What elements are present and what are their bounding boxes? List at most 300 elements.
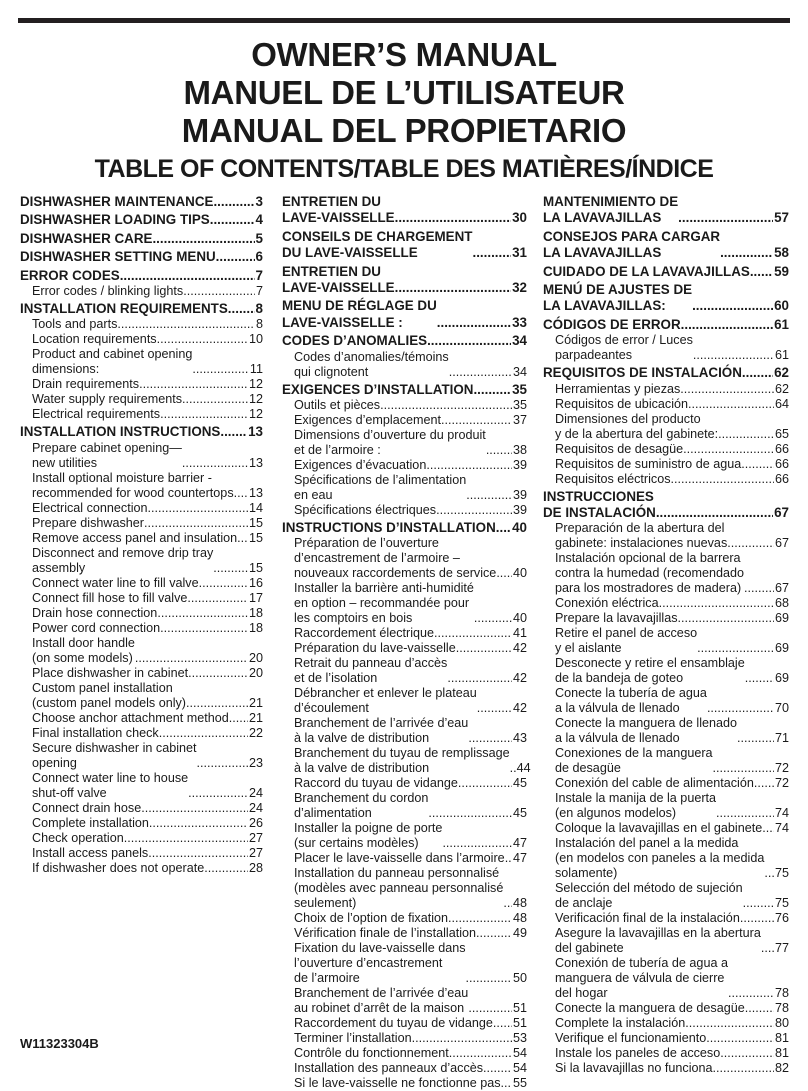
toc-page-number: 26: [248, 815, 263, 830]
toc-dot-leader: [210, 212, 255, 228]
toc-page-number: 69: [774, 641, 789, 656]
toc-section-entry[interactable]: [20, 301, 263, 317]
toc-entry-label: Selección del método de sujeción de anclaje: [555, 881, 743, 911]
toc-subsection-entry[interactable]: [20, 471, 263, 501]
toc-page-number: 61: [774, 316, 789, 332]
toc-subsection-entry[interactable]: [543, 656, 789, 686]
toc-entry-label: INSTALLATION REQUIREMENTS: [20, 301, 228, 317]
toc-page-number: 10: [248, 332, 263, 347]
toc-subsection-entry[interactable]: [20, 666, 263, 681]
toc-subsection-entry[interactable]: [20, 606, 263, 621]
toc-entry-label: Electrical requirements: [32, 407, 161, 422]
toc-subsection-entry[interactable]: [543, 1016, 789, 1031]
toc-subsection-entry[interactable]: [282, 641, 527, 656]
toc-subsection-entry[interactable]: [543, 626, 789, 656]
top-rule: [18, 18, 790, 23]
toc-subsection-entry[interactable]: [543, 333, 789, 363]
toc-page-number: 45: [512, 806, 527, 821]
toc-dot-leader: [692, 298, 773, 314]
toc-entry-label: MANTENIMIENTO DE LA LAVAVAJILLAS: [543, 194, 679, 226]
toc-subsection-entry[interactable]: [282, 926, 527, 941]
toc-subsection-entry[interactable]: [282, 428, 527, 458]
toc-dot-leader: [713, 761, 774, 776]
toc-dot-leader: [505, 851, 512, 866]
toc-subsection-entry[interactable]: [543, 821, 789, 836]
toc-subsection-entry[interactable]: [543, 442, 789, 457]
toc-subsection-entry[interactable]: [20, 317, 263, 332]
toc-subsection-entry[interactable]: [543, 776, 789, 791]
toc-page-number: 20: [248, 665, 263, 680]
toc-subsection-entry[interactable]: [20, 501, 263, 516]
toc-dot-leader: [188, 786, 248, 801]
toc-page-number: 72: [774, 776, 789, 791]
toc-subsection-entry[interactable]: [20, 636, 263, 666]
toc-subsection-entry[interactable]: [20, 284, 263, 299]
toc-dot-leader: [659, 596, 774, 611]
toc-subsection-entry[interactable]: [543, 472, 789, 487]
toc-heading: TABLE OF CONTENTS/TABLE DES MATIÈRES/ÍNDICE: [94, 155, 714, 183]
toc-subsection-entry[interactable]: [20, 831, 263, 846]
toc-subsection-entry[interactable]: [20, 531, 263, 546]
toc-dot-leader: [124, 831, 248, 846]
toc-dot-leader: [468, 1001, 512, 1016]
toc-subsection-entry[interactable]: [20, 377, 263, 392]
toc-page-number: 47: [512, 836, 527, 851]
toc-page-number: 40: [512, 520, 527, 536]
toc-subsection-entry[interactable]: [543, 746, 789, 776]
toc-dot-leader: [466, 971, 512, 986]
toc-dot-leader: [426, 458, 512, 473]
toc-subsection-entry[interactable]: [20, 681, 263, 711]
toc-subsection-entry[interactable]: [282, 941, 527, 986]
toc-page-number: 53: [512, 1031, 527, 1046]
toc-subsection-entry[interactable]: [543, 911, 789, 926]
toc-dot-leader: [483, 1061, 512, 1076]
toc-subsection-entry[interactable]: [543, 1046, 789, 1061]
toc-dot-leader: [474, 611, 512, 626]
toc-subsection-entry[interactable]: [282, 503, 527, 518]
toc-subsection-entry[interactable]: [543, 611, 789, 626]
toc-entry-label: Raccordement du tuyau de vidange: [294, 1016, 493, 1031]
toc-entry-label: Verificación final de la instalación: [555, 911, 740, 926]
toc-page-number: 35: [512, 381, 527, 397]
toc-dot-leader: [117, 317, 255, 332]
toc-entry-label: Prepare cabinet opening— new utilities: [32, 440, 182, 470]
toc-entry-label: Installation des panneaux d’accès: [294, 1061, 484, 1076]
toc-section-entry[interactable]: [20, 424, 263, 440]
toc-subsection-entry[interactable]: [543, 551, 789, 596]
toc-dot-leader: [427, 333, 511, 349]
toc-subsection-entry[interactable]: [282, 866, 527, 911]
toc-entry-label: Final installation check: [32, 725, 159, 740]
toc-subsection-entry[interactable]: [543, 926, 789, 956]
toc-subsection-entry[interactable]: [282, 536, 527, 581]
toc-subsection-entry[interactable]: [282, 686, 527, 716]
toc-subsection-entry[interactable]: [20, 516, 263, 531]
toc-dot-leader: [144, 516, 248, 531]
toc-subsection-entry[interactable]: [20, 861, 263, 876]
toc-subsection-entry[interactable]: [282, 1031, 527, 1046]
toc-page-number: 40: [512, 566, 527, 581]
toc-page-number: 7: [255, 284, 263, 299]
toc-page-number: 12: [248, 377, 263, 392]
toc-dot-leader: [120, 268, 255, 284]
toc-subsection-entry[interactable]: [543, 1061, 789, 1076]
toc-page-number: 78: [774, 986, 789, 1001]
toc-subsection-entry[interactable]: [543, 836, 789, 881]
toc-subsection-entry[interactable]: [543, 956, 789, 1001]
toc-entry-label: DISHWASHER MAINTENANCE: [20, 194, 214, 209]
toc-dot-leader: [745, 671, 774, 686]
toc-entry-label: Préparation du lave-vaisselle: [294, 641, 456, 656]
toc-page-number: 12: [248, 407, 263, 422]
toc-dot-leader: [152, 231, 254, 247]
toc-page-number: 24: [248, 785, 263, 800]
manual-titles: [0, 36, 808, 150]
toc-entry-label: Conexiones de la manguera de desagüe: [555, 746, 713, 776]
toc-subsection-entry[interactable]: [20, 441, 263, 471]
toc-subsection-entry[interactable]: [543, 397, 789, 412]
toc-dot-leader: [182, 392, 248, 407]
toc-dot-leader: [681, 317, 773, 333]
toc-entry-label: Conexión eléctrica: [555, 596, 659, 611]
toc-subsection-entry[interactable]: [20, 591, 263, 606]
toc-page-number: 16: [248, 575, 263, 590]
toc-page-number: 24: [248, 800, 263, 815]
toc-subsection-entry[interactable]: [20, 726, 263, 741]
toc-dot-leader: [135, 651, 248, 666]
toc-entry-label: Instale la manija de la puerta (en algunos modelos): [555, 791, 717, 821]
toc-entry-label: MENU DE RÉGLAGE DU LAVE-VAISSELLE :: [282, 298, 437, 330]
toc-page-number: 38: [512, 443, 527, 458]
toc-page-number: 34: [512, 333, 527, 349]
toc-section-entry[interactable]: [282, 333, 527, 349]
toc-dot-leader: [192, 362, 249, 377]
toc-page-number: 13: [248, 485, 263, 500]
toc-entry-label: Custom panel installation (custom panel models only): [32, 680, 186, 710]
toc-page-number: 82: [774, 1061, 789, 1076]
toc-page-number: 51: [512, 1001, 527, 1016]
toc-dot-leader: [493, 1016, 512, 1031]
toc-entry-label: Remove access panel and insulation: [32, 530, 238, 545]
toc-subsection-entry[interactable]: [282, 656, 527, 686]
toc-entry-label: Placer le lave-vaisselle dans l’armoire: [294, 851, 505, 866]
toc-dot-leader: [449, 1046, 512, 1061]
toc-subsection-entry[interactable]: [20, 407, 263, 422]
toc-entry-label: Product and cabinet opening dimensions:: [32, 347, 193, 377]
toc-dot-leader: [182, 456, 248, 471]
toc-entry-label: INSTRUCTIONS D’INSTALLATION: [282, 520, 496, 536]
toc-dot-leader: [496, 566, 512, 581]
toc-dot-leader: [683, 442, 774, 457]
toc-dot-leader: [680, 382, 774, 397]
toc-entry-label: Error codes / blinking lights: [32, 284, 184, 299]
toc-page-number: 78: [774, 1001, 789, 1016]
toc-entry-label: Spécifications électriques: [294, 503, 437, 518]
toc-subsection-entry[interactable]: [20, 846, 263, 861]
toc-subsection-entry[interactable]: [282, 1076, 527, 1091]
toc-section-entry[interactable]: [20, 212, 263, 228]
toc-page-number: 54: [512, 1061, 527, 1076]
toc-subsection-entry[interactable]: [20, 711, 263, 726]
toc-page-number: 12: [248, 392, 263, 407]
toc-entry-label: Installer la barrière anti-humidité en option – recommandée pour les comptoirs en bois: [294, 581, 474, 626]
toc-page-number: 58: [774, 245, 789, 261]
toc-page-number: 30: [512, 210, 527, 226]
toc-entry-label: Installation du panneau personnalisé (modèles avec panneau personnalisé seulement): [294, 866, 504, 911]
toc-dot-leader: [671, 472, 774, 487]
toc-dot-leader: [720, 1046, 774, 1061]
toc-dot-leader: [437, 315, 511, 331]
toc-entry-label: Branchement du cordon d’alimentation: [294, 791, 429, 821]
toc-section-entry[interactable]: [543, 489, 789, 522]
toc-page-number: 48: [512, 911, 527, 926]
toc-page-number: 32: [512, 280, 527, 296]
toc-subsection-entry[interactable]: [282, 911, 527, 926]
toc-page-number: 77: [774, 941, 789, 956]
toc-page-number: 61: [774, 348, 789, 363]
toc-subsection-entry[interactable]: [20, 801, 263, 816]
toc-subsection-entry[interactable]: [282, 791, 527, 821]
toc-page-number: 66: [774, 441, 789, 456]
toc-entry-label: Connect drain hose: [32, 800, 142, 815]
toc-entry-label: Exigences d’emplacement: [294, 413, 442, 428]
toc-entry-label: Electrical connection: [32, 500, 148, 515]
toc-subsection-entry[interactable]: [282, 821, 527, 851]
toc-entry-label: Asegure la lavavajillas en la abertura del gabinete: [555, 926, 761, 956]
toc-subsection-entry[interactable]: [543, 521, 789, 551]
toc-page-number: 41: [512, 626, 527, 641]
toc-dot-leader: [187, 591, 248, 606]
toc-dot-leader: [706, 1031, 774, 1046]
toc-entry-label: Connect water line to fill valve: [32, 575, 199, 590]
toc-subsection-entry[interactable]: [282, 581, 527, 626]
toc-dot-leader: [157, 606, 248, 621]
toc-page-number: 42: [512, 671, 527, 686]
toc-subsection-entry[interactable]: [20, 332, 263, 347]
toc-subsection-entry[interactable]: [543, 457, 789, 472]
toc-page-number: 55: [512, 1076, 527, 1091]
toc-subsection-entry[interactable]: [282, 746, 531, 776]
toc-page-number: 75: [774, 896, 789, 911]
toc-page-number: 4: [255, 212, 263, 228]
toc-entry-label: Verifique el funcionamiento: [555, 1031, 707, 1046]
toc-subsection-entry[interactable]: [543, 1031, 789, 1046]
toc-subsection-entry[interactable]: [543, 686, 789, 716]
toc-page-number: 11: [249, 362, 263, 377]
toc-subsection-entry[interactable]: [20, 546, 263, 576]
toc-subsection-entry[interactable]: [543, 716, 789, 746]
toc-entry-label: Secure dishwasher in cabinet opening: [32, 740, 197, 770]
toc-subsection-entry[interactable]: [282, 626, 527, 641]
toc-subsection-entry[interactable]: [543, 596, 789, 611]
toc-subsection-entry[interactable]: [282, 458, 527, 473]
toc-column-french: [282, 192, 531, 1091]
toc-entry-label: CONSEJOS PARA CARGAR LA LAVAVAJILLAS: [543, 228, 721, 261]
toc-dot-leader: [436, 503, 512, 518]
toc-page-number: 20: [248, 650, 263, 665]
toc-page-number: 44: [516, 761, 531, 776]
toc-entry-label: Raccord du tuyau de vidange: [294, 776, 458, 791]
toc-section-entry[interactable]: [543, 264, 789, 280]
toc-subsection-entry[interactable]: [20, 741, 263, 771]
toc-entry-label: CUIDADO DE LA LAVAVAJILLAS: [543, 263, 750, 279]
toc-subsection-entry[interactable]: [543, 881, 789, 911]
toc-dot-leader: [716, 806, 774, 821]
toc-subsection-entry[interactable]: [282, 1016, 527, 1031]
toc-dot-leader: [442, 836, 512, 851]
toc-section-entry[interactable]: [282, 298, 527, 331]
toc-page-number: 27: [248, 845, 263, 860]
toc-dot-leader: [761, 941, 774, 956]
toc-entry-label: Connect water line to house shut-off valve: [32, 770, 189, 800]
toc-dot-leader: [688, 397, 774, 412]
toc-page-number: 39: [512, 488, 527, 503]
toc-entry-label: ERROR CODES: [20, 267, 120, 283]
toc-subsection-entry[interactable]: [543, 382, 789, 397]
toc-dot-leader: [216, 249, 255, 265]
toc-entry-label: EXIGENCES D’INSTALLATION: [282, 381, 474, 397]
toc-dot-leader: [213, 561, 248, 576]
toc-entry-label: Códigos de error / Luces parpadeantes: [555, 333, 693, 363]
part-number: W11323304B: [20, 1036, 99, 1051]
toc-dot-leader: [741, 457, 774, 472]
toc-page-number: 13: [248, 424, 263, 440]
toc-entry-label: Raccordement électrique: [294, 626, 435, 641]
toc-subsection-entry[interactable]: [543, 791, 789, 821]
toc-section-entry[interactable]: [20, 231, 263, 247]
toc-dot-leader: [160, 621, 248, 636]
toc-section-entry[interactable]: [20, 194, 263, 210]
toc-subsection-entry[interactable]: [282, 1046, 527, 1061]
toc-dot-leader: [220, 424, 247, 440]
toc-entry-label: Requisitos de desagüe: [555, 441, 684, 456]
toc-dot-leader: [447, 671, 512, 686]
toc-subsection-entry[interactable]: [543, 1001, 789, 1016]
toc-page-number: 39: [512, 503, 527, 518]
toc-subsection-entry[interactable]: [282, 1061, 527, 1076]
toc-page-number: 62: [774, 365, 789, 381]
toc-page-number: 60: [774, 298, 789, 314]
toc-dot-leader: [754, 776, 774, 791]
toc-subsection-entry[interactable]: [282, 413, 527, 428]
toc-entry-label: Contrôle du fonctionnement: [294, 1046, 449, 1061]
toc-section-entry[interactable]: [282, 382, 527, 398]
toc-page-number: 47: [512, 851, 527, 866]
toc-page-number: 68: [774, 596, 789, 611]
toc-dot-leader: [186, 696, 248, 711]
toc-subsection-entry[interactable]: [282, 986, 527, 1016]
toc-entry-label: Conexión de tubería de agua a manguera de válvula de cierre del hogar: [555, 956, 728, 1001]
toc-subsection-entry[interactable]: [20, 392, 263, 407]
toc-section-entry[interactable]: [282, 264, 527, 297]
toc-subsection-entry[interactable]: [20, 771, 263, 801]
toc-dot-leader: [199, 576, 248, 591]
toc-page-number: 71: [774, 731, 789, 746]
toc-page-number: 5: [255, 230, 263, 246]
toc-subsection-entry[interactable]: [20, 816, 263, 831]
toc-section-entry[interactable]: [282, 229, 527, 262]
toc-page-number: 75: [774, 866, 789, 881]
toc-section-entry[interactable]: [282, 194, 527, 227]
toc-subsection-entry[interactable]: [282, 473, 527, 503]
toc-entry-label: INSTALLATION INSTRUCTIONS: [20, 424, 221, 440]
toc-page-number: 50: [512, 971, 527, 986]
toc-page-number: 18: [248, 620, 263, 635]
toc-dot-leader: [737, 731, 774, 746]
toc-dot-leader: [678, 210, 773, 226]
toc-entry-label: Install optional moisture barrier - recommended for wood countertops: [32, 470, 234, 500]
toc-dot-leader: [720, 245, 773, 261]
toc-section-entry[interactable]: [20, 249, 263, 265]
toc-entry-label: Power cord connection: [32, 620, 161, 635]
toc-entry-label: Drain hose connection: [32, 605, 158, 620]
toc-dot-leader: [412, 1031, 512, 1046]
toc-dot-leader: [744, 581, 774, 596]
toc-subsection-entry[interactable]: [282, 851, 527, 866]
toc-dot-leader: [503, 896, 512, 911]
toc-page-number: 15: [248, 530, 263, 545]
toc-dot-leader: [685, 1016, 774, 1031]
toc-entry-label: MENÚ DE AJUSTES DE LA LAVAVAJILLAS:: [543, 282, 693, 314]
toc-page-number: 67: [774, 505, 789, 521]
toc-entry-label: Requisitos de suministro de agua: [555, 456, 742, 471]
toc-page-number: 49: [512, 926, 527, 941]
toc-section-entry[interactable]: [543, 194, 789, 227]
toc-dot-leader: [160, 407, 248, 422]
toc-dot-leader: [148, 501, 248, 516]
toc-entry-label: REQUISITOS DE INSTALACIÓN: [543, 365, 742, 381]
toc-entry-label: CÓDIGOS DE ERROR: [543, 316, 681, 332]
toc-page-number: 15: [248, 560, 263, 575]
toc-page-number: 39: [512, 458, 527, 473]
toc-subsection-entry[interactable]: [282, 398, 527, 413]
toc-subsection-entry[interactable]: [282, 350, 527, 380]
toc-subsection-entry[interactable]: [282, 776, 527, 791]
toc-page-number: 8: [255, 301, 263, 317]
toc-dot-leader: [476, 926, 512, 941]
toc-section-entry[interactable]: [543, 282, 789, 315]
toc-entry-label: Install access panels: [32, 845, 149, 860]
toc-entry-label: Vérification finale de l’installation: [294, 926, 477, 941]
toc-dot-leader: [148, 846, 248, 861]
toc-page-number: 22: [248, 725, 263, 740]
toc-entry-label: Branchement de l’arrivée d’eau à la valve de distribution: [294, 716, 469, 746]
toc-dot-leader: [466, 488, 512, 503]
toc-entry-label: Dimensions d’ouverture du produit et de l’armoire :: [294, 428, 486, 458]
toc-entry-label: Débrancher et enlever le plateau d’écoulement: [294, 686, 477, 716]
toc-subsection-entry[interactable]: [20, 621, 263, 636]
toc-subsection-entry[interactable]: [20, 576, 263, 591]
toc-subsection-entry[interactable]: [282, 716, 527, 746]
toc-entry-label: Conexión del cable de alimentación: [555, 776, 754, 791]
toc-entry-label: Check operation: [32, 830, 124, 845]
toc-section-entry[interactable]: [282, 520, 527, 536]
toc-entry-label: Si le lave-vaisselle ne fonctionne pas: [294, 1076, 501, 1091]
toc-page-number: 43: [512, 731, 527, 746]
toc-page-number: 69: [774, 611, 789, 626]
toc-subsection-entry[interactable]: [543, 412, 789, 442]
toc-page-number: 13: [248, 455, 263, 470]
toc-dot-leader: [742, 365, 773, 381]
toc-section-entry[interactable]: [20, 268, 263, 284]
toc-subsection-entry[interactable]: [20, 347, 263, 377]
toc-page-number: 17: [248, 590, 263, 605]
toc-section-entry[interactable]: [543, 317, 789, 333]
toc-section-entry[interactable]: [543, 229, 789, 262]
toc-entry-label: Install door handle (on some models): [32, 635, 135, 665]
toc-section-entry[interactable]: [543, 365, 789, 381]
